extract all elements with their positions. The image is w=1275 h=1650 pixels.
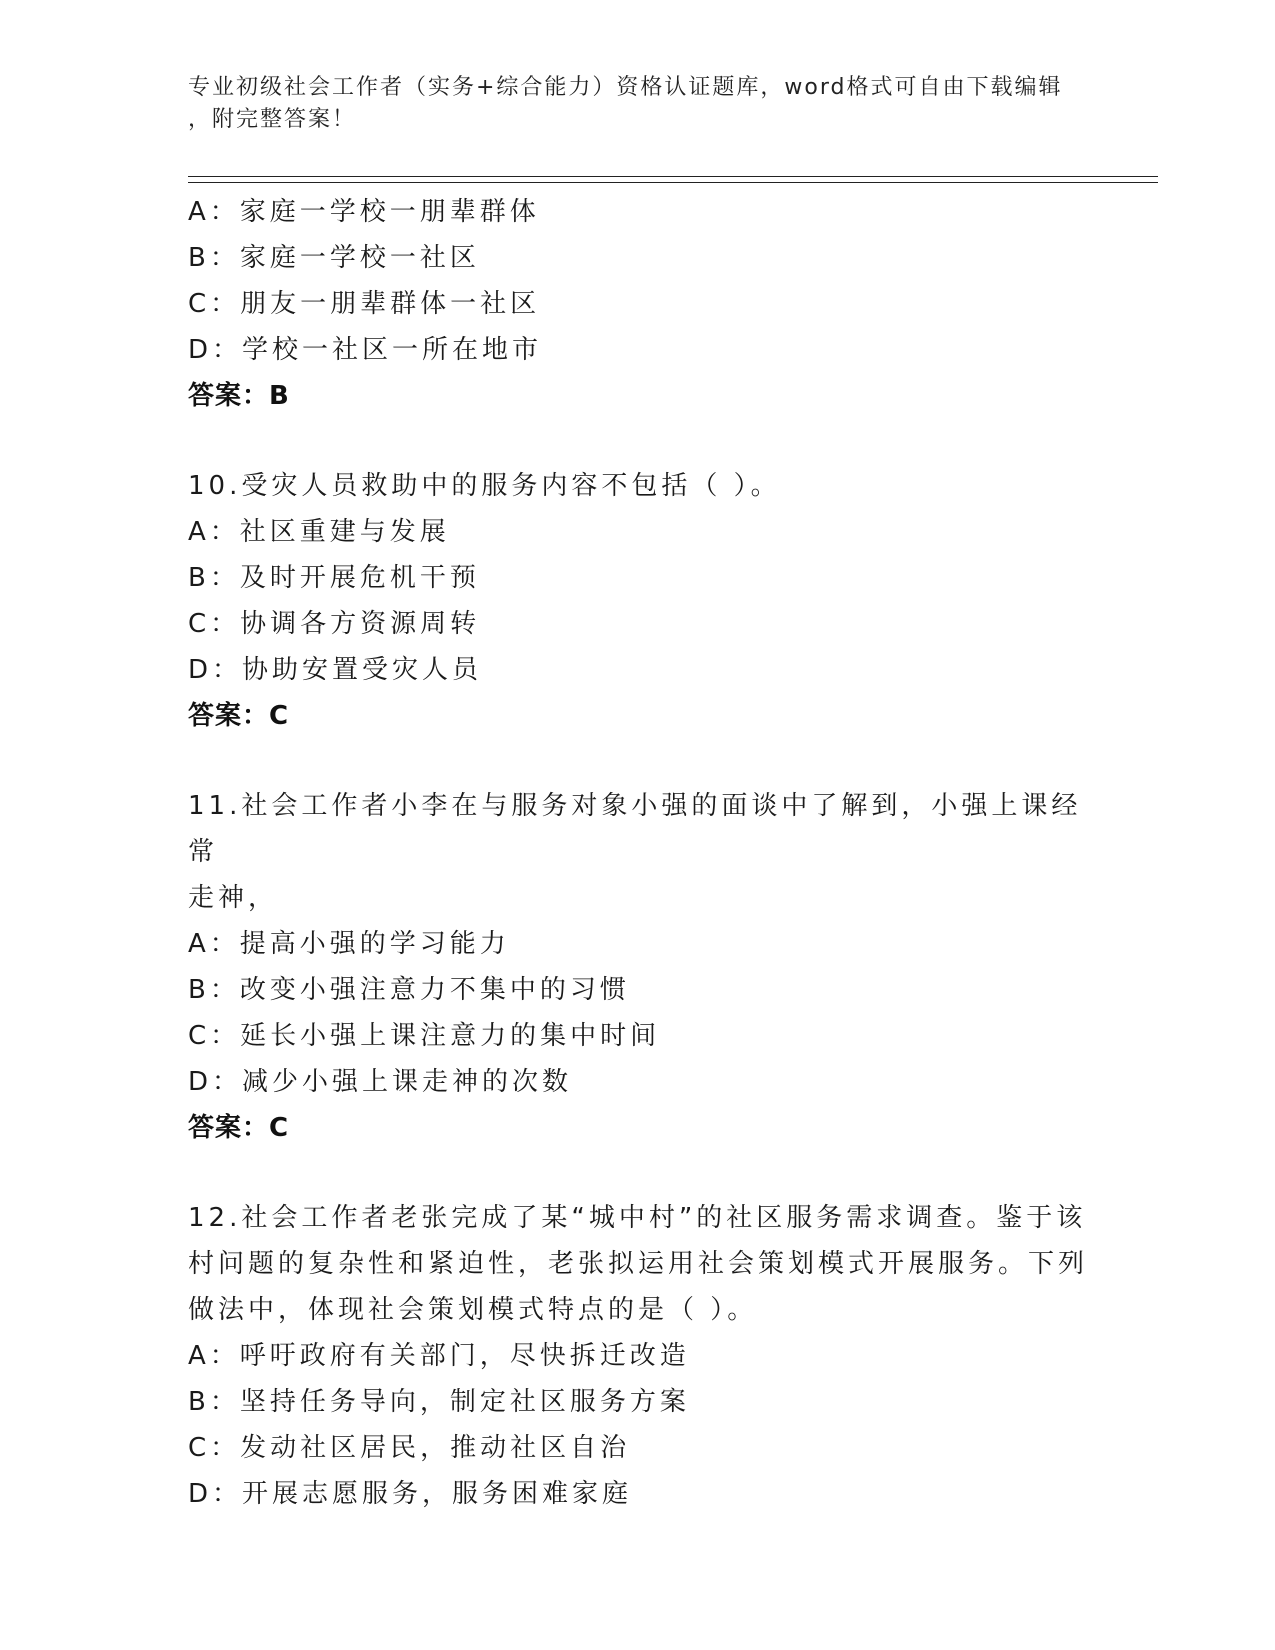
option-c: C：协调各方资源周转 xyxy=(188,609,481,639)
option-a: A：家庭一学校一朋辈群体 xyxy=(188,197,540,227)
option-a: A：呼吁政府有关部门，尽快拆迁改造 xyxy=(188,1341,690,1371)
question-9 xyxy=(188,189,1088,419)
document-header xyxy=(188,72,1088,136)
question-stem-line-1: 12.社会工作者老张完成了某“城中村”的社区服务需求调查。鉴于该 xyxy=(188,1203,1087,1233)
option-a: A：提高小强的学习能力 xyxy=(188,929,510,959)
question-stem-line-2: 走神， xyxy=(188,883,279,913)
option-b: B：坚持任务导向，制定社区服务方案 xyxy=(188,1387,690,1417)
question-stem-line-3: 做法中，体现社会策划模式特点的是（ ）。 xyxy=(188,1295,758,1325)
option-d: D：开展志愿服务，服务困难家庭 xyxy=(188,1479,633,1509)
question-10 xyxy=(188,463,1088,739)
question-11 xyxy=(188,783,1088,1151)
option-c: C：朋友一朋辈群体一社区 xyxy=(188,289,541,319)
header-divider-top xyxy=(188,176,1158,177)
header-line-1: 专业初级社会工作者（实务+综合能力）资格认证题库，word格式可自由下载编辑 xyxy=(188,75,1063,100)
header-divider-bottom xyxy=(188,182,1158,183)
option-c: C：发动社区居民，推动社区自治 xyxy=(188,1433,631,1463)
question-stem-line-2: 村问题的复杂性和紧迫性，老张拟运用社会策划模式开展服务。下列 xyxy=(188,1249,1089,1279)
question-stem: 10.受灾人员救助中的服务内容不包括（ ）。 xyxy=(188,471,781,501)
question-content xyxy=(188,189,1088,1517)
option-d: D：协助安置受灾人员 xyxy=(188,655,483,685)
spacer xyxy=(188,739,1088,783)
option-b: B：家庭一学校一社区 xyxy=(188,243,480,273)
option-a: A：社区重建与发展 xyxy=(188,517,450,547)
option-d: D：学校一社区一所在地市 xyxy=(188,335,543,365)
question-12 xyxy=(188,1195,1088,1517)
option-b: B：改变小强注意力不集中的习惯 xyxy=(188,975,630,1005)
spacer xyxy=(188,419,1088,463)
answer: 答案：C xyxy=(188,701,290,731)
question-stem-line-1: 11.社会工作者小李在与服务对象小强的面谈中了解到，小强上课经常 xyxy=(188,791,1082,867)
option-b: B：及时开展危机干预 xyxy=(188,563,480,593)
answer: 答案：C xyxy=(188,1113,290,1143)
option-d: D：减少小强上课走神的次数 xyxy=(188,1067,573,1097)
header-line-2: ，附完整答案！ xyxy=(188,107,357,132)
answer: 答案：B xyxy=(188,381,290,411)
option-c: C：延长小强上课注意力的集中时间 xyxy=(188,1021,661,1051)
spacer xyxy=(188,1151,1088,1195)
